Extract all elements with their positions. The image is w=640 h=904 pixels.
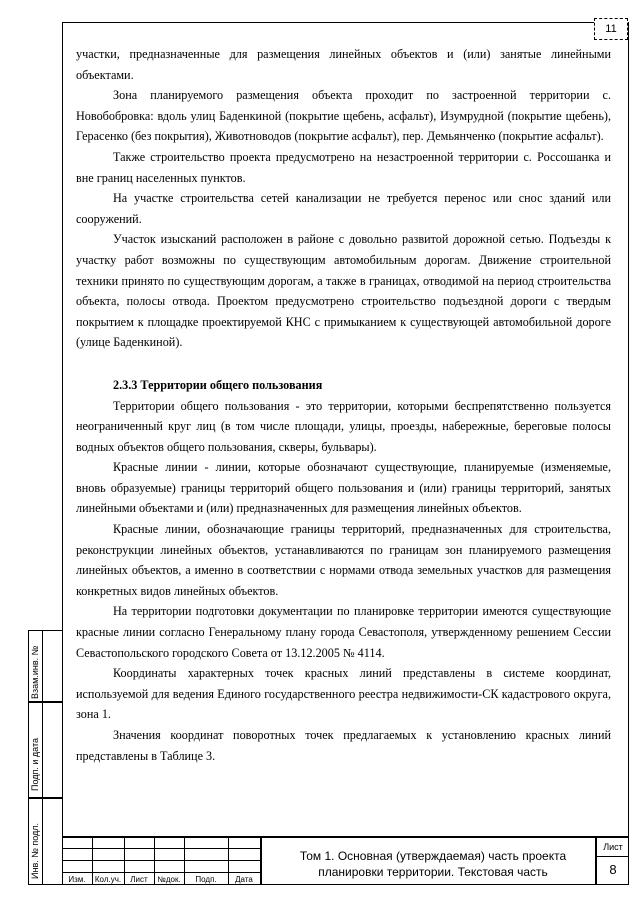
col-data: Дата (235, 875, 253, 884)
paragraph: Красные линии, обозначающие границы территорий, предназначенных для строительства, реконструкции линейных объектов, устанавливаются по границам зон планируемого размещения линейных объектов, а именно в соответствии с нормами отвода земельных участков для размещения конкретных видов линейных объектов. (76, 522, 611, 598)
paragraph: На территории подготовки документации по планировке территории имеются существующие красные линии согласно Генеральному плану города Севастополя, утвержденному решением Сессии Севастопольского городского Совета от 13.12.2005 № 4114. (76, 604, 611, 660)
col-izm: Изм. (68, 875, 86, 884)
label-inv-podl: Инв. № подл. (30, 822, 40, 879)
side-row-vzam (28, 630, 62, 702)
col-list: Лист (130, 875, 148, 884)
corner-page-number: 11 (594, 18, 628, 40)
paragraph: Территории общего пользования - это территории, которыми беспрепятственно пользуется неограниченный круг лиц (в том числе площади, улицы, проезды, набережные, береговые полосы водных объектов общего пользования, скверы, бульвары). (76, 398, 611, 454)
label-vzam-inv: Взам.инв. № (30, 645, 40, 699)
section-heading: 2.3.3 Территории общего пользования (113, 377, 323, 392)
title-block (62, 836, 629, 885)
paragraph: Координаты характерных точек красных линий представлены в системе координат, используемой для ведения Единого государственного реестра недвижимости-СК кадастрового округа, зона 1. (76, 666, 611, 722)
paragraph: На участке строительства сетей канализации не требуется перенос или снос зданий или сооружений. (76, 191, 611, 226)
paragraph: Зона планируемого размещения объекта проходит по застроенной территории с. Новобобровка: вдоль улиц Баденкиной (покрытие щебень, асфальт), Изумрудной (покрытие щебень), Герасенко (без покрытия), Животноводов (покрытие асфальт), пер. Демьянченко (покрытие асфальт). (76, 88, 611, 144)
col-kol-uch: Кол.уч. (94, 875, 122, 884)
paragraph: Также строительство проекта предусмотрено на незастроенной территории с. Россошанка и вне границ населенных пунктов. (76, 149, 611, 185)
paragraph: Участок изысканий расположен в районе с довольно развитой дорожной сетью. Подъезды к участку работ возможны по существующим автомобильным дорогам. Движение строительной техники принято по существующим дорогам, а также в границах, отводимой на период строительства объекта, полосы отвода. Проектом предусмотрено строительство подъездной дороги с твердым покрытием к площадке проектируемой КНС с примыканием к существующей автомобильной дороге (улице Баденкиной). (76, 232, 611, 350)
col-podp: Подп. (195, 875, 217, 884)
paragraph: участки, предназначенные для размещения линейных объектов и (или) занятые линейными объектами. (76, 47, 611, 82)
side-row-podp (28, 702, 62, 798)
document-title: Том 1. Основная (утверждаемая) часть проекта планировки территории. Текстовая часть (299, 849, 567, 879)
side-stamp-strip (28, 630, 62, 885)
sheet-label: Лист (603, 842, 623, 852)
paragraph: Красные линии - линии, которые обозначают существующие, планируемые (изменяемые, вновь образуемые) границы территорий общего пользования и (или) границы территорий, занятых линейными объектами и (или) предназначенных для размещения линейных объектов. (76, 460, 611, 516)
label-podp-data: Подп. и дата (30, 737, 40, 791)
col-ndok: №док. (157, 875, 181, 884)
document-body (76, 44, 611, 766)
sheet-number: 8 (609, 862, 617, 877)
paragraph: Значения координат поворотных точек предлагаемых к установлению красных линий представлены в Таблице 3. (76, 728, 611, 763)
side-row-inv (28, 798, 62, 885)
